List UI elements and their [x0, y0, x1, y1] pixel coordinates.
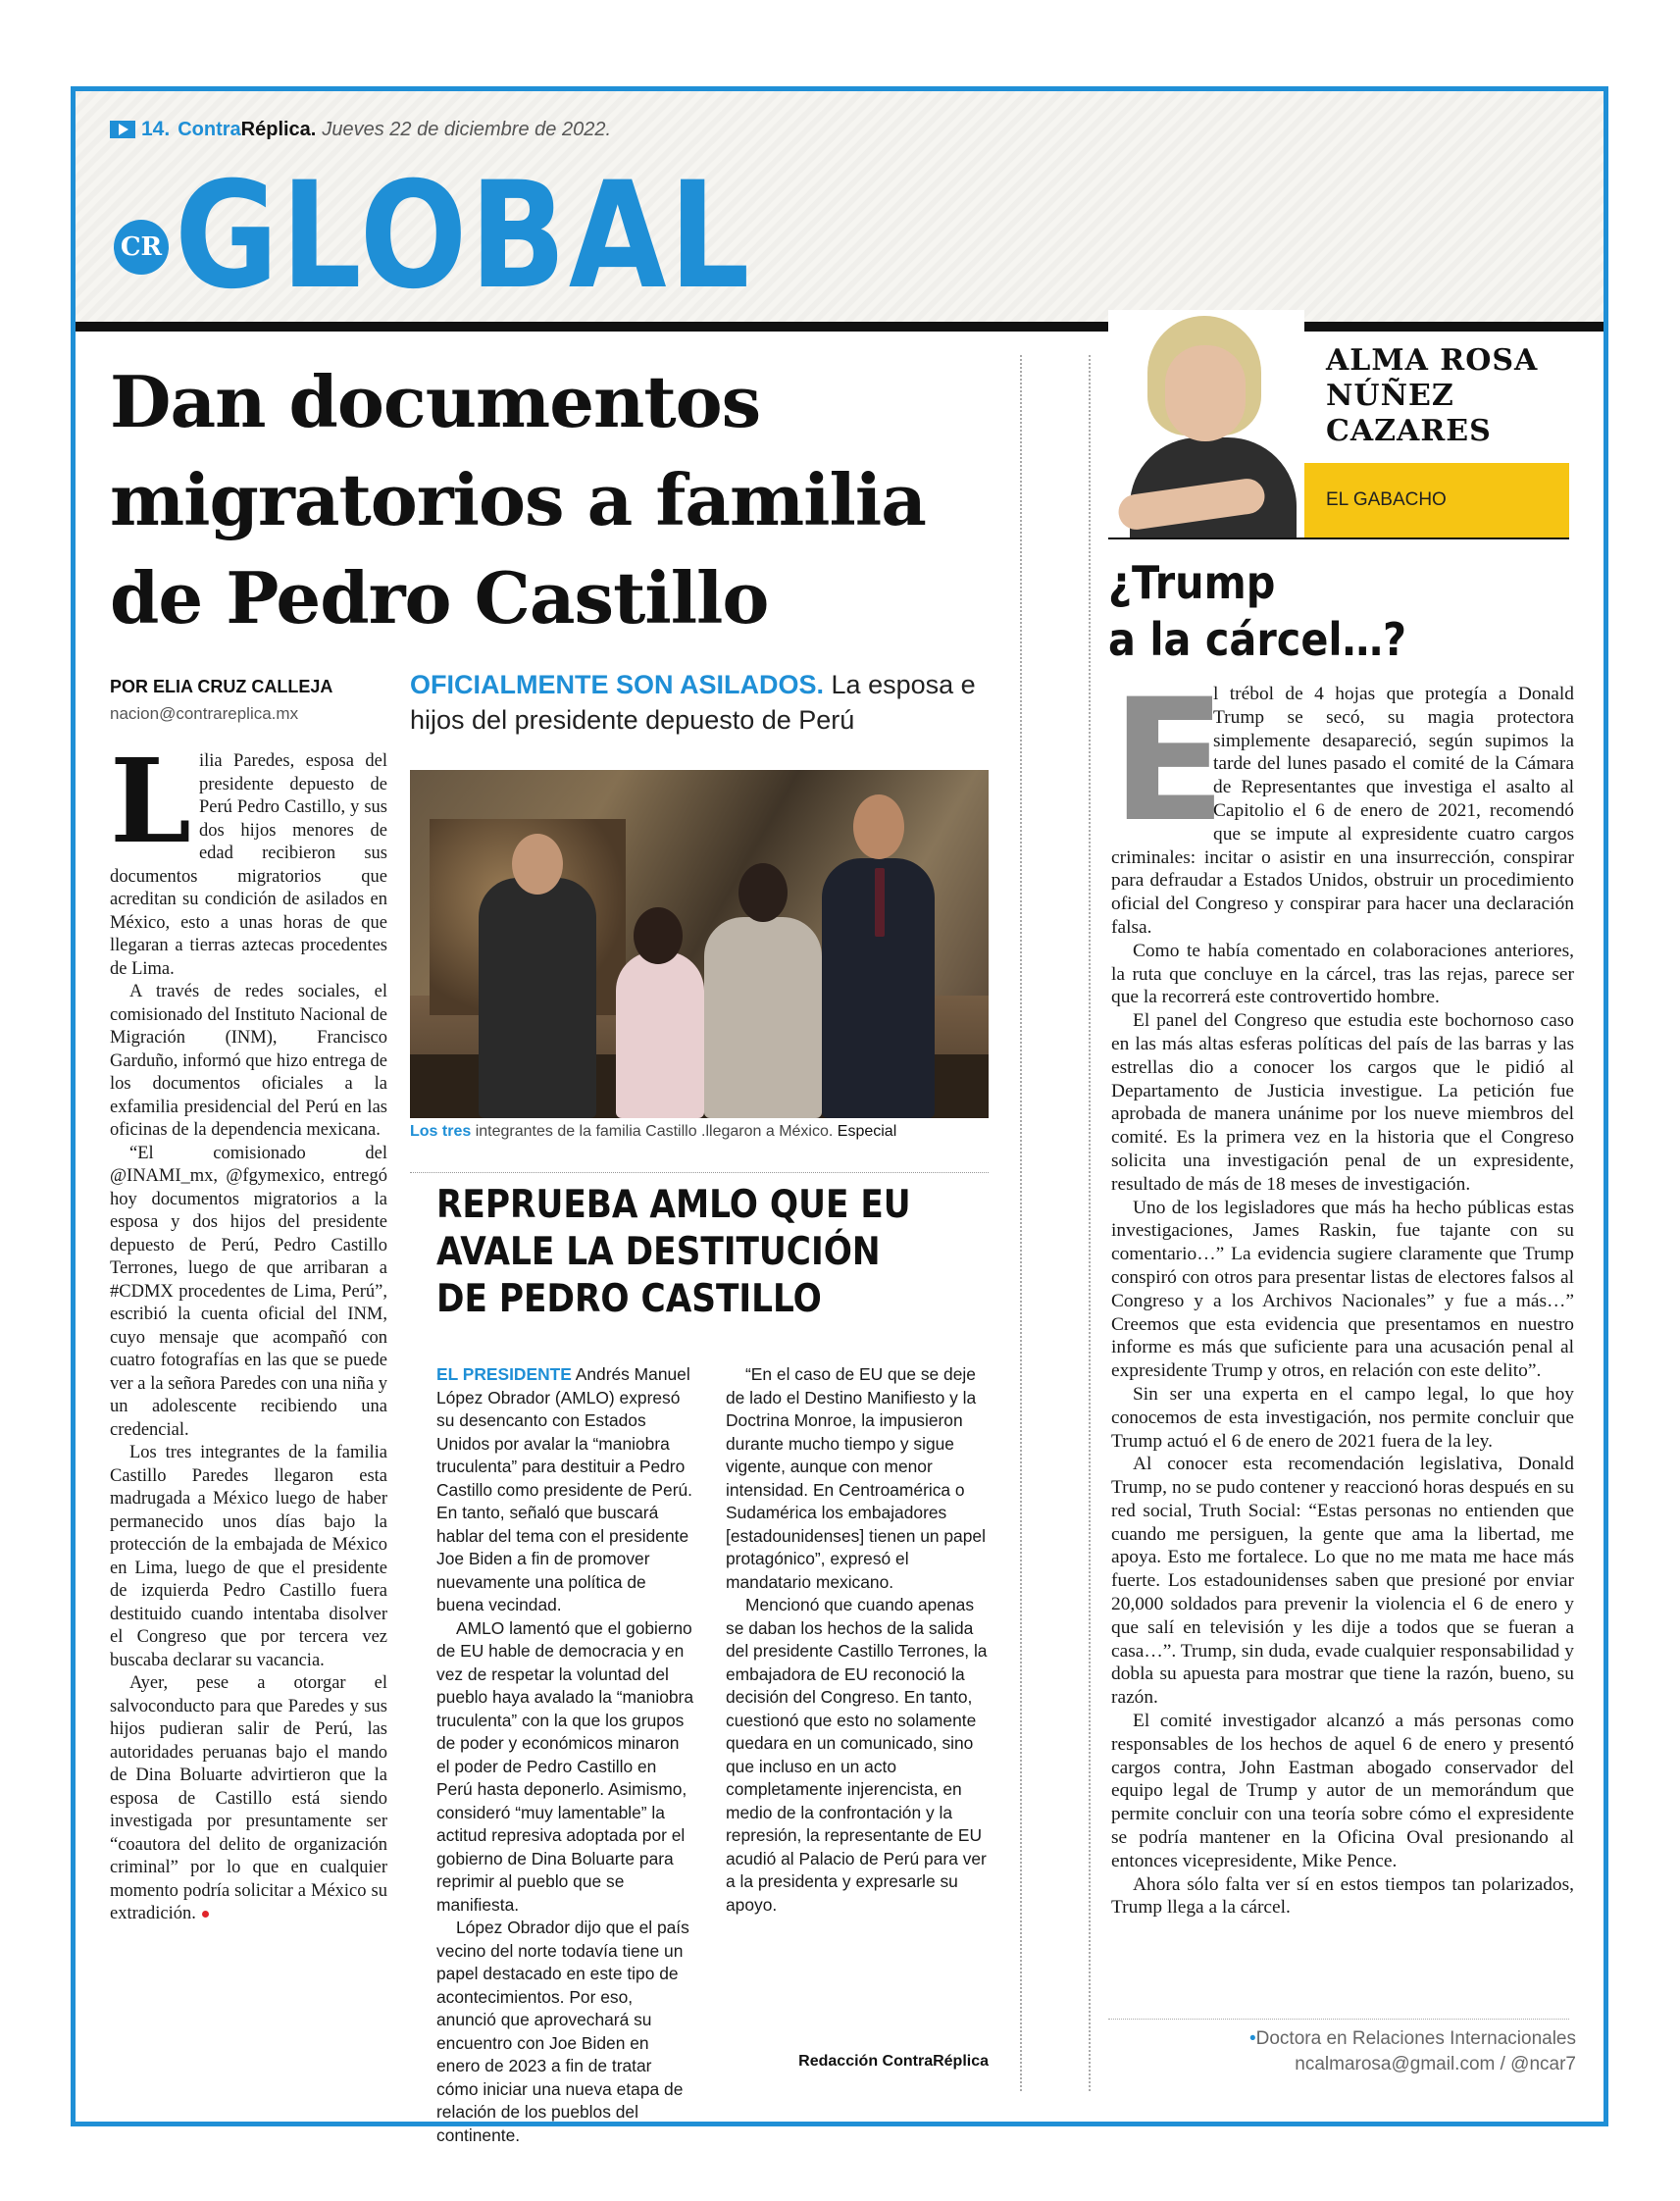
issue-date: Jueves 22 de diciembre de 2022. [322, 118, 611, 140]
article-paragraph: EL PRESIDENTE Andrés Manuel López Obrador (AMLO) expresó su desencanto con Estados Unidos por avalar la “maniobra truculenta” para destituir a Pedro Castillo como presidente de Perú. En tanto, señaló que buscará hablar del tema con el presidente Joe Biden a fin de promover nuevamente una política de buena vecindad. [436, 1364, 692, 1614]
bullet-icon: • [1248, 2028, 1256, 2049]
author-bio: •Doctora en Relaciones Internacionales ncalmarosa@gmail.com / @ncar7 [1108, 2026, 1576, 2077]
side-headline: REPRUEBA AMLO QUE EU AVALE LA DESTITUCIÓN DE PEDRO CASTILLO [436, 1183, 911, 1321]
article-paragraph: AMLO lamentó que el gobierno de EU hable de democracia y en vez de respetar la voluntad del pueblo haya avalado la “maniobra truculenta” con la que los grupos de poder y económicos minaron el poder de Pedro Castillo en Perú hasta deponerlo. Asimismo, consideró “muy lamentable” la actitud represiva adoptada por el gobierno de Dina Boluarte para reprimir al pueblo que se manifiesta. [436, 1617, 694, 1915]
author-email: nacion@contrareplica.mx [110, 704, 299, 723]
opinion-headline: ¿Trump a la cárcel…? [1108, 556, 1407, 666]
byline: POR ELIA CRUZ CALLEJA [110, 677, 333, 696]
photo-caption: Los tres integrantes de la familia Castillo .llegaron a México. Especial [410, 1123, 897, 1140]
article-paragraph: A través de redes sociales, el comisionado del Instituto Nacional de Migración (INM), Francisco Garduño, informó que hizo entrega de los documentos oficiales a la exfamilia presidencial del Perú en las oficinas de la dependencia mexicana. [110, 982, 387, 1140]
divider [1108, 2019, 1569, 2020]
opinion-body [1111, 662, 1574, 1919]
side-article-credit: Redacción ContraRéplica [798, 2053, 989, 2070]
article-paragraph: López Obrador dijo que el país vecino del norte todavía tiene un papel destacado en este tipo de acontecimientos. Por eso, anunció que aprovechará su encuentro con Joe Biden en enero de 2023 a fin de tratar cómo iniciar una nueva etapa de relación de los pueblos del continente. [436, 1918, 689, 2145]
drop-cap: E [1111, 662, 1227, 859]
photo-headline [410, 667, 989, 738]
play-icon [110, 121, 135, 138]
author-contact: ncalmarosa@gmail.com / @ncar7 [1295, 2054, 1576, 2074]
column-divider [1089, 355, 1091, 2091]
article-paragraph: Lilia Paredes, esposa del presidente depuesto de Perú Pedro Castillo, y sus dos hijos menores de edad recibieron sus documentos migratorios que acreditan su condición de asilados en México, esto a unas horas de que llegaran a tierras aztecas procedentes de Lima. [110, 733, 387, 979]
columnist-photo [1108, 310, 1304, 539]
article-paragraph: El panel del Congreso que estudia este bochornoso caso en las más altas esferas políticas del país de las barras y las estrellas dio a conocer los cargos que le pidió al Departamento de Justicia investigue. La petición fue aprobada de manera unánime por los nueve miembros del comité. Es la primera vez en la historia que el Congreso solicita una investigación penal de un expresidente, resultado de más de 18 meses de investigación. [1111, 1010, 1574, 1195]
article-paragraph: Mencionó que cuando apenas se daban los hechos de la salida del presidente Castillo Terrones, la embajadora de EU reconoció la decisión del Congreso. En tanto, cuestionó que esto no solamente quedara en un comunicado, sino que incluso en un acto completamente injerencista, en medio de la confrontación y la represión, la representante de EU acudió al Palacio de Perú para ver a la presidenta y expresarle su apoyo. [726, 1595, 988, 1915]
contrareplica-logo-icon: CR [114, 220, 169, 275]
article-paragraph: Ayer, pese a otorgar el salvoconducto para que Paredes y sus hijos pudieran salir de Perú, las autoridades peruanas bajo el mando de Dina Boluarte advirtieron que la esposa de Castillo está siendo investigada por presuntamente ser “coautora del delito de organización criminal” por lo que en cualquier momento podría solicitar a México su extradición. [110, 1673, 387, 1923]
photo-kicker: OFICIALMENTE SON ASILADOS. [410, 670, 825, 699]
brand-name: ContraRéplica. [178, 118, 317, 140]
side-article-col-2 [726, 1363, 989, 1917]
photo-headline-text: La esposa e hijos del presidente depuesto de Perú [410, 670, 976, 735]
article-paragraph: El comité investigador alcanzó a más personas como responsables de los hechos de aquel 6 de enero y presentó cargos contra, John Eastman abogado conservador del equipo legal de Trump y autor de un memorándum que permite concluir con una teoría sobre cómo el expresidente se podría mantener en la Oficina Oval presionando al entonces vicepresidente, Mike Pence. [1111, 1711, 1574, 1871]
columnist-name: ALMA ROSA NÚÑEZ CAZARES [1326, 343, 1539, 448]
article-paragraph: Ahora sólo falta ver sí en estos tiempos tan polarizados, Trump llega a la cárcel. [1111, 1873, 1574, 1919]
main-article-body [110, 733, 387, 1926]
article-paragraph: Uno de los legisladores que más ha hecho públicas estas investigaciones, James Raskin, fue tajante con su comentario…” La evidencia sugiere claramente que Trump conspiró con otros para presentar listas de electores falsos al Congreso y a los Archivos Nacionales” y fue a más…” Creemos que esta evidencia que presentamos en nuestro informe es más que suficiente para una acusación penal al expresidente Trump y otros, en relación con este delito”. [1111, 1197, 1574, 1382]
divider [1108, 537, 1569, 539]
section-title: GLOBAL [175, 151, 752, 322]
column-name-badge: EL GABACHO [1304, 463, 1569, 537]
column-divider [1020, 355, 1022, 2091]
page-number: 14. [141, 118, 171, 140]
photo-credit: Especial [837, 1123, 897, 1140]
folio [110, 118, 611, 141]
drop-cap: L [110, 733, 191, 869]
article-paragraph: Como te había comentado en colaboraciones anteriores, la ruta que concluye en la cárcel, tras las rejas, parece ser que la recorrerá este controvertido hombre. [1111, 940, 1574, 1008]
article-paragraph: E l trébol de 4 hojas que protegía a Donald Trump se secó, su magia protectora simplemente desapareció, según supimos la tarde del lunes pasado el comité de la Cámara de Representantes que investiga el asalto al Capitolio el 6 de enero de 2021, recomendó que se impute al expresidente cuatro cargos criminales: incitar o asistir en una insurrección, conspirar para defraudar a Estados Unidos, obstruir un procedimiento oficial del Congreso y conspirar para hacer una declaración falsa. [1111, 662, 1574, 938]
article-paragraph: Al conocer esta recomendación legislativa, Donald Trump, no se pudo contener y reaccionó horas después en su red social, Truth Social: “Estas personas no entienden que cuando me persiguen, la gente que ama la libertad, me apoya. Esto me fortalece. Lo que no me mata me hace más fuerte. Los estadounidenses saben que presioné por enviar 20,000 soldados para prevenir la violencia el 6 de enero y que salí en televisión y les dije a todos que se fueran a casa…”. Trump, sin duda, evade cualquier responsabilidad y dobla su apuesta para mostrar que tiene la razón, bueno, su razón. [1111, 1454, 1574, 1709]
main-headline: Dan documentos migratorios a familia de Pedro Castillo [110, 360, 926, 640]
article-paragraph: Sin ser una experta en el campo legal, lo que hoy conocemos de esta investigación, nos permite concluir que Trump actuó el 6 de enero de 2021 fuera de la ley. [1111, 1383, 1574, 1452]
divider [410, 1172, 989, 1173]
side-article-col-1 [436, 1363, 696, 2147]
article-paragraph: “El comisionado del @INAMI_mx, @fgymexico, entregó hoy documentos migratorios a la esposa y dos hijos del presidente depuesto de Perú, Pedro Castillo Terrones, luego de que arribaran a #CDMX procedentes de Lima, Perú”, escribió la cuenta oficial del INM, cuyo mensaje que acompañó con cuatro fotografías en las que se puede ver a la señora Paredes con una niña y un adolescente recibiendo una credencial. [110, 1143, 387, 1440]
news-photo [410, 770, 989, 1118]
article-paragraph: “En el caso de EU que se deje de lado el Destino Manifiesto y la Doctrina Monroe, la impusieron durante mucho tiempo y sigue vigente, aunque con menor intensidad. En Centroamérica o Sudamérica los embajadores [estadounidenses] tienen un papel protagónico”, expresó el mandatario mexicano. [726, 1364, 986, 1592]
end-mark-icon [202, 1911, 209, 1918]
article-paragraph: Los tres integrantes de la familia Castillo Paredes llegaron esta madrugada a México luego de haber permanecido unos días bajo la protección de la embajada de México en Lima, luego de que el presidente de izquierda Pedro Castillo fuera destituido cuando intentaba disolver el Congreso que por tercera vez buscaba declarar su vacancia. [110, 1443, 387, 1670]
